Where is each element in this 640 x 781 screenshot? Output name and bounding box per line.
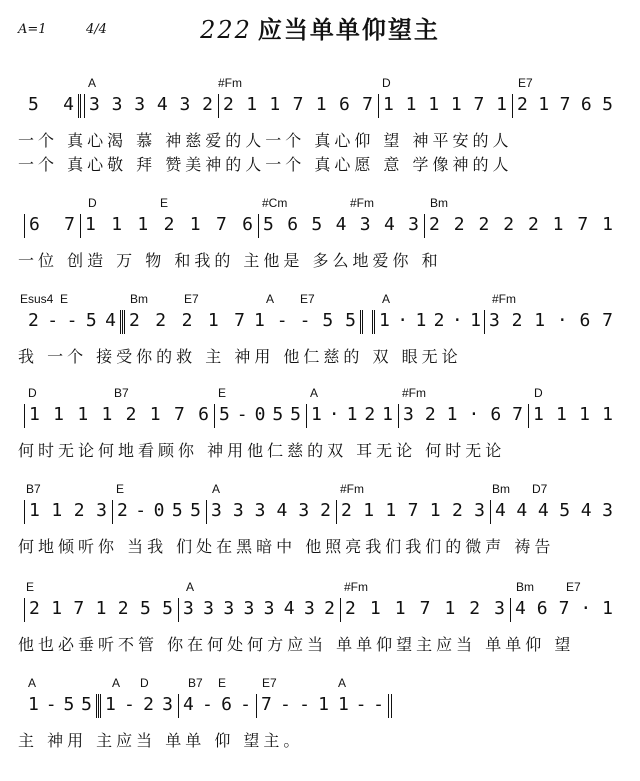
- note: ·: [328, 404, 340, 425]
- measure-notes: [338, 694, 384, 716]
- note: 1: [51, 500, 63, 521]
- measure: [100, 694, 177, 718]
- measure-notes: [211, 500, 331, 522]
- note: 1: [552, 214, 564, 235]
- chord-symbol: A: [212, 482, 221, 496]
- chord-symbol: A: [310, 386, 319, 400]
- chord-symbol: #Fm: [402, 386, 426, 400]
- note: 7: [602, 310, 613, 331]
- chord-symbol: E7: [262, 676, 277, 690]
- note: 1: [105, 694, 116, 715]
- measure: [512, 94, 617, 118]
- measure: [490, 500, 617, 524]
- measure-notes: [105, 694, 173, 716]
- note: 0: [254, 404, 266, 425]
- note: 1: [101, 404, 113, 425]
- note: 2: [429, 214, 440, 235]
- note: 4: [516, 500, 528, 521]
- chord-symbol: Bm: [516, 580, 534, 594]
- chord-symbol: D: [88, 196, 97, 210]
- note: 4: [105, 310, 116, 331]
- note: 1: [379, 310, 390, 331]
- measure: [336, 500, 489, 524]
- note: 1: [28, 694, 39, 715]
- measure: [124, 310, 249, 334]
- chord-symbol: E: [160, 196, 169, 210]
- note: 1: [602, 214, 613, 235]
- measure: [112, 500, 205, 524]
- note: 1: [383, 94, 394, 115]
- chord-symbol: Bm: [130, 292, 148, 306]
- note: 5: [559, 500, 571, 521]
- note: 3: [263, 598, 275, 619]
- note: 2: [527, 214, 539, 235]
- chord-symbol: A: [112, 676, 121, 690]
- note: 2: [202, 94, 213, 115]
- note: 3: [111, 94, 123, 115]
- note: -: [355, 694, 367, 715]
- note: 7: [559, 94, 571, 115]
- measure-notes: [495, 500, 613, 522]
- note: 0: [153, 500, 165, 521]
- note: ·: [580, 598, 592, 619]
- measure-notes: [183, 598, 335, 620]
- note: 2: [125, 404, 137, 425]
- note: 5: [263, 214, 274, 235]
- chord-symbol: E: [218, 676, 227, 690]
- note: 3: [134, 94, 146, 115]
- note: 3: [254, 500, 266, 521]
- chord-symbol: #Fm: [492, 292, 516, 306]
- note: ·: [397, 310, 409, 331]
- note: 7: [73, 598, 85, 619]
- note: 7: [419, 598, 431, 619]
- measure: [340, 598, 509, 622]
- measure: [372, 310, 485, 334]
- note: 2: [129, 310, 140, 331]
- note: 2: [155, 310, 167, 331]
- measure-notes: [341, 500, 485, 522]
- measure-notes: [261, 694, 329, 716]
- note: 5: [81, 694, 92, 715]
- note: 3: [96, 500, 107, 521]
- note: 4: [383, 214, 395, 235]
- note: 4: [283, 598, 295, 619]
- measure-notes: [28, 94, 74, 116]
- measure-notes: [29, 500, 107, 522]
- note: 1: [246, 94, 258, 115]
- note: 1: [29, 404, 40, 425]
- measure: [528, 404, 617, 428]
- note: 3: [211, 500, 222, 521]
- measure: [178, 694, 255, 718]
- chord-symbol: E7: [566, 580, 581, 594]
- note: 6: [221, 694, 232, 715]
- note: 1: [311, 404, 322, 425]
- measure: [218, 94, 377, 118]
- note: -: [280, 694, 291, 715]
- note: -: [373, 694, 384, 715]
- song-title: [0, 10, 640, 45]
- measure: [24, 500, 111, 524]
- note: 1: [394, 598, 406, 619]
- note: 6: [242, 214, 253, 235]
- chord-symbol: #Fm: [344, 580, 368, 594]
- note: 7: [473, 94, 485, 115]
- measure: [206, 500, 335, 524]
- note: 2: [451, 500, 463, 521]
- note: -: [124, 694, 135, 715]
- measure-notes: [383, 94, 507, 116]
- measure-notes: [183, 694, 251, 716]
- chord-symbol: E: [218, 386, 227, 400]
- note: 1: [111, 214, 123, 235]
- note: 7: [362, 94, 373, 115]
- note: 6: [287, 214, 299, 235]
- note: 2: [181, 310, 193, 331]
- note: 3: [408, 214, 419, 235]
- chord-symbol: D: [382, 76, 391, 90]
- note: 2: [424, 404, 436, 425]
- measure-notes: [89, 94, 213, 116]
- note: 4: [63, 94, 74, 115]
- measure: [306, 404, 397, 428]
- lyric-line: 一个 真心敬 拜 赞美神的人一个 真心愿 意 学像神的人: [18, 155, 513, 174]
- measure: [258, 214, 423, 238]
- note: 1: [315, 94, 327, 115]
- note: 5: [345, 310, 356, 331]
- chord-symbol: A: [266, 292, 275, 306]
- note: 1: [95, 598, 107, 619]
- note: 3: [298, 500, 310, 521]
- note: 3: [489, 310, 500, 331]
- note: 1: [556, 404, 567, 425]
- note: 7: [173, 404, 185, 425]
- note: 2: [345, 598, 356, 619]
- measure: [80, 214, 257, 238]
- lyric-line: 何时无论何地看顾你 神用他仁慈的双 耳无论 何时无论: [18, 441, 506, 460]
- chord-symbol: #Cm: [262, 196, 288, 210]
- measure-notes: [403, 404, 523, 426]
- note: 5: [219, 404, 230, 425]
- lyric-line: 一个 真心渴 慕 神慈爱的人一个 真心仰 望 神平安的人: [18, 131, 513, 150]
- note: 1: [446, 404, 458, 425]
- chord-symbol: D: [140, 676, 149, 690]
- lyric-line: 主 神用 主应当 单单 仰 望主。: [18, 731, 304, 750]
- note: 2: [478, 214, 490, 235]
- measure-notes: [517, 94, 613, 116]
- note: 1: [579, 404, 590, 425]
- note: 1: [318, 694, 329, 715]
- note: ·: [556, 310, 568, 331]
- measure: [24, 598, 177, 622]
- note: 4: [495, 500, 506, 521]
- measure: [24, 404, 213, 428]
- note: 3: [179, 94, 191, 115]
- note: 3: [223, 598, 235, 619]
- note: 1: [189, 214, 201, 235]
- chord-symbol: Bm: [430, 196, 448, 210]
- note: 1: [385, 500, 397, 521]
- lyric-line: 他也必垂听不管 你在何处何方应当 单单仰望主应当 单单仰 望: [18, 635, 575, 654]
- note: 1: [444, 598, 456, 619]
- note: 3: [359, 214, 371, 235]
- note: 3: [232, 500, 244, 521]
- note: 2: [163, 214, 175, 235]
- measure: [256, 694, 333, 718]
- note: 5: [602, 94, 613, 115]
- measure-notes: [117, 500, 201, 522]
- chord-symbol: A: [88, 76, 97, 90]
- note: 5: [311, 214, 323, 235]
- note: 3: [183, 598, 194, 619]
- chord-symbol: B7: [188, 676, 203, 690]
- measure: [24, 214, 79, 238]
- chord-symbol: B7: [114, 386, 129, 400]
- note: 2: [433, 310, 445, 331]
- note: 2: [117, 598, 129, 619]
- chord-symbol: E7: [184, 292, 199, 306]
- note: 1: [51, 598, 63, 619]
- note: 4: [515, 598, 526, 619]
- note: 2: [73, 500, 85, 521]
- note: 2: [469, 598, 481, 619]
- measure: [24, 310, 123, 334]
- note: 6: [490, 404, 502, 425]
- measure-notes: [429, 214, 613, 236]
- measure-notes: [489, 310, 613, 332]
- note: 3: [474, 500, 485, 521]
- note: -: [276, 310, 288, 331]
- note: 7: [215, 214, 227, 235]
- note: 1: [369, 598, 381, 619]
- lyric-line: 一位 创造 万 物 和我的 主他是 多么地爱你 和: [18, 251, 442, 270]
- note: 1: [254, 310, 265, 331]
- note: ·: [468, 404, 480, 425]
- note: 2: [517, 94, 528, 115]
- note: 6: [29, 214, 40, 235]
- measure-notes: [28, 310, 116, 332]
- note: 7: [407, 500, 419, 521]
- measure-notes: [85, 214, 253, 236]
- key-signature: A=1: [18, 22, 47, 37]
- note: 3: [494, 598, 505, 619]
- measure: [334, 694, 392, 718]
- note: 1: [602, 404, 613, 425]
- note: 7: [261, 694, 272, 715]
- note: 7: [292, 94, 304, 115]
- lyric-line: 何地倾听你 当我 们处在黑暗中 他照亮我们我们的微声 祷告: [18, 537, 555, 556]
- chord-symbol: A: [382, 292, 391, 306]
- note: 1: [538, 94, 550, 115]
- chord-symbol: A: [186, 580, 195, 594]
- note: 5: [322, 310, 334, 331]
- note: 4: [537, 500, 549, 521]
- note: -: [299, 310, 311, 331]
- chord-symbol: #Fm: [350, 196, 374, 210]
- note: 3: [162, 694, 173, 715]
- measure: [378, 94, 511, 118]
- note: 5: [162, 598, 173, 619]
- note: 1: [207, 310, 219, 331]
- measure-notes: [219, 404, 301, 426]
- note: 1: [137, 214, 149, 235]
- note: 5: [28, 94, 39, 115]
- chord-symbol: D: [28, 386, 37, 400]
- measure-notes: [223, 94, 373, 116]
- note: 3: [403, 404, 414, 425]
- note: 4: [183, 694, 194, 715]
- note: 1: [382, 404, 393, 425]
- note: -: [47, 310, 59, 331]
- note: 3: [303, 598, 315, 619]
- measure: [24, 694, 99, 718]
- note: -: [202, 694, 213, 715]
- note: 1: [496, 94, 507, 115]
- measure-notes: [263, 214, 419, 236]
- measure: [214, 404, 305, 428]
- note: 1: [346, 404, 358, 425]
- note: -: [299, 694, 310, 715]
- chord-symbol: A: [28, 676, 37, 690]
- note: 1: [363, 500, 375, 521]
- note: ·: [451, 310, 463, 331]
- note: 6: [198, 404, 209, 425]
- measure-notes: [29, 404, 209, 426]
- note: -: [45, 694, 57, 715]
- note: 2: [29, 598, 40, 619]
- note: 2: [117, 500, 128, 521]
- note: 1: [450, 94, 462, 115]
- note: -: [66, 310, 78, 331]
- note: 5: [85, 310, 97, 331]
- note: 3: [243, 598, 255, 619]
- note: 7: [234, 310, 245, 331]
- measure: [398, 404, 527, 428]
- note: 1: [415, 310, 427, 331]
- measure: [510, 598, 617, 622]
- time-signature: 4/4: [86, 22, 107, 37]
- measure: [24, 94, 81, 118]
- measure: [178, 598, 339, 622]
- measure-notes: [254, 310, 356, 332]
- note: -: [135, 500, 147, 521]
- note: 1: [269, 94, 281, 115]
- note: 6: [579, 310, 591, 331]
- note: 1: [149, 404, 161, 425]
- song-number: 222: [200, 16, 252, 44]
- note: -: [240, 694, 251, 715]
- chord-symbol: E: [26, 580, 35, 594]
- measure: [424, 214, 617, 238]
- note: 6: [536, 598, 548, 619]
- measure-notes: [29, 214, 75, 236]
- note: 4: [580, 500, 592, 521]
- chord-symbol: E7: [518, 76, 533, 90]
- note: 6: [338, 94, 350, 115]
- note: 1: [429, 500, 441, 521]
- measure-notes: [129, 310, 245, 332]
- note: 7: [577, 214, 589, 235]
- chord-symbol: #Fm: [218, 76, 242, 90]
- measure: [84, 94, 217, 118]
- measure: [484, 310, 617, 334]
- note: 2: [28, 310, 39, 331]
- note: 1: [405, 94, 417, 115]
- note: 5: [171, 500, 183, 521]
- note: 2: [453, 214, 465, 235]
- note: 5: [290, 404, 301, 425]
- lyric-line: 我 一个 接受你的救 主 神用 他仁慈的 双 眼无论: [18, 347, 462, 366]
- note: 2: [341, 500, 352, 521]
- song-title-text: 应当单单仰望主: [257, 16, 440, 44]
- note: 1: [533, 404, 544, 425]
- note: 1: [534, 310, 546, 331]
- measure-notes: [311, 404, 393, 426]
- note: 6: [580, 94, 592, 115]
- note: 2: [320, 500, 331, 521]
- note: 1: [470, 310, 481, 331]
- chord-symbol: #Fm: [340, 482, 364, 496]
- note: 2: [364, 404, 376, 425]
- chord-symbol: Esus4: [20, 292, 54, 306]
- note: 7: [64, 214, 75, 235]
- note: 2: [324, 598, 335, 619]
- note: 1: [428, 94, 440, 115]
- note: 2: [503, 214, 515, 235]
- note: 1: [602, 598, 613, 619]
- chord-symbol: A: [338, 676, 347, 690]
- note: 4: [276, 500, 288, 521]
- note: 2: [143, 694, 154, 715]
- chord-symbol: E7: [300, 292, 315, 306]
- note: 1: [77, 404, 89, 425]
- measure-notes: [515, 598, 613, 620]
- note: 1: [53, 404, 64, 425]
- measure-notes: [28, 694, 92, 716]
- measure: [250, 310, 363, 334]
- measure-notes: [533, 404, 613, 426]
- note: 7: [558, 598, 570, 619]
- note: 5: [190, 500, 201, 521]
- note: 3: [203, 598, 214, 619]
- measure-notes: [29, 598, 173, 620]
- note: 3: [602, 500, 613, 521]
- chord-symbol: D7: [532, 482, 548, 496]
- chord-symbol: Bm: [492, 482, 510, 496]
- note: 1: [85, 214, 96, 235]
- note: 2: [223, 94, 234, 115]
- chord-symbol: D: [534, 386, 543, 400]
- note: 2: [511, 310, 523, 331]
- note: 4: [156, 94, 168, 115]
- note: 5: [272, 404, 284, 425]
- note: -: [236, 404, 248, 425]
- chord-symbol: E: [116, 482, 125, 496]
- note: 1: [338, 694, 349, 715]
- note: 5: [63, 694, 75, 715]
- note: 3: [89, 94, 100, 115]
- measure-notes: [379, 310, 481, 332]
- note: 5: [139, 598, 151, 619]
- measure-notes: [345, 598, 505, 620]
- chord-symbol: B7: [26, 482, 41, 496]
- chord-symbol: E: [60, 292, 69, 306]
- note: 7: [512, 404, 523, 425]
- note: 1: [29, 500, 40, 521]
- note: 4: [335, 214, 347, 235]
